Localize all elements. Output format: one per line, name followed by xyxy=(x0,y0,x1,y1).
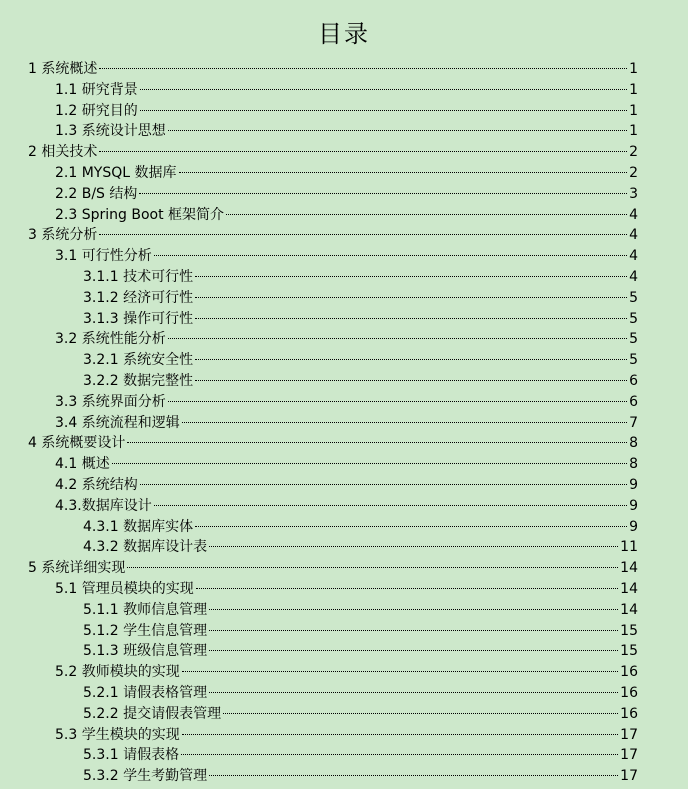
toc-entry[interactable] xyxy=(55,662,638,683)
toc-entry-label: 5.3.1 请假表格 xyxy=(83,747,180,764)
toc-entry-page-number: 1 xyxy=(629,123,638,140)
toc-entry[interactable] xyxy=(55,163,638,184)
toc-dot-leader xyxy=(182,670,618,672)
toc-entry-page-number: 15 xyxy=(620,622,638,639)
toc-entry-label: 4.3.1 数据库实体 xyxy=(83,518,194,535)
toc-entry-label: 5.1.2 学生信息管理 xyxy=(83,622,208,639)
toc-entry-page-number: 17 xyxy=(620,768,638,785)
toc-entry-page-number: 1 xyxy=(629,102,638,119)
toc-entry-label: 5 系统详细实现 xyxy=(28,560,126,577)
toc-dot-leader xyxy=(196,587,618,589)
toc-dot-leader xyxy=(127,441,627,443)
toc-entry-label: 4.1 概述 xyxy=(55,456,110,473)
toc-entry[interactable] xyxy=(55,475,638,496)
toc-entry-label: 3.1 可行性分析 xyxy=(55,248,152,265)
toc-entry-page-number: 9 xyxy=(629,497,638,514)
toc-dot-leader xyxy=(99,67,627,69)
toc-entry-label: 5.3.2 学生考勤管理 xyxy=(83,768,208,785)
page-title: 目录 xyxy=(318,20,370,48)
toc-dot-leader xyxy=(127,566,618,568)
toc-dot-leader xyxy=(195,525,627,527)
toc-entry[interactable] xyxy=(83,704,638,725)
toc-entry-page-number: 6 xyxy=(629,373,638,389)
toc-dot-leader xyxy=(209,649,618,651)
toc-entry-page-number: 11 xyxy=(620,539,638,556)
toc-entry[interactable] xyxy=(55,454,638,475)
toc-entry-label: 3.2.1 系统安全性 xyxy=(83,352,194,369)
toc-dot-leader xyxy=(182,733,618,735)
toc-entry-page-number: 15 xyxy=(620,643,638,660)
toc-entry[interactable] xyxy=(83,683,638,704)
toc-dot-leader xyxy=(140,109,627,111)
toc-entry[interactable] xyxy=(55,413,638,434)
toc-entry-page-number: 4 xyxy=(629,206,638,223)
toc-entry[interactable] xyxy=(83,766,638,787)
toc-entry-page-number: 16 xyxy=(620,685,638,701)
toc-entry[interactable] xyxy=(83,288,638,309)
toc-dot-leader xyxy=(140,88,627,90)
toc-dot-leader xyxy=(195,317,627,319)
toc-entry[interactable] xyxy=(83,641,638,662)
toc-entry-label: 2.1 MYSQL 数据库 xyxy=(55,165,177,181)
toc-entry-label: 3.2 系统性能分析 xyxy=(55,331,166,348)
toc-dot-leader xyxy=(154,504,627,506)
toc-entry-page-number: 4 xyxy=(629,227,638,244)
toc-entry[interactable] xyxy=(55,329,638,350)
toc-entry-page-number: 5 xyxy=(629,352,638,369)
toc-entry-page-number: 4 xyxy=(629,248,638,265)
toc-dot-leader xyxy=(223,712,618,714)
toc-entry-page-number: 2 xyxy=(629,165,638,181)
toc-dot-leader xyxy=(99,233,627,235)
toc-dot-leader xyxy=(112,462,627,464)
toc-entry-page-number: 4 xyxy=(629,269,638,285)
toc-entry-label: 2 相关技术 xyxy=(28,144,98,161)
toc-entry[interactable] xyxy=(55,121,638,142)
toc-entry-label: 5.2.2 提交请假表管理 xyxy=(83,705,222,722)
toc-dot-leader xyxy=(168,337,627,339)
toc-entry-label: 2.2 B/S 结构 xyxy=(55,185,138,202)
toc-entry-label: 4 系统概要设计 xyxy=(28,435,126,452)
toc-entry-label: 5.2.1 请假表格管理 xyxy=(83,685,208,701)
toc-entry[interactable] xyxy=(55,496,638,517)
toc-dot-leader xyxy=(195,275,627,277)
toc-entry-page-number: 16 xyxy=(620,664,638,681)
toc-entry-label: 5.3 学生模块的实现 xyxy=(55,726,180,743)
toc-entry[interactable] xyxy=(83,267,638,288)
toc-entry-label: 4.3.2 数据库设计表 xyxy=(83,539,208,556)
toc-entry-label: 1 系统概述 xyxy=(28,61,98,77)
toc-entry-label: 2.3 Spring Boot 框架简介 xyxy=(55,206,225,223)
toc-dot-leader xyxy=(140,483,627,485)
toc-entry-page-number: 5 xyxy=(629,310,638,327)
toc-entry[interactable] xyxy=(83,517,638,538)
toc-dot-leader xyxy=(168,129,627,131)
toc-dot-leader xyxy=(226,213,627,215)
toc-dot-leader xyxy=(209,774,618,776)
toc-entry-page-number: 6 xyxy=(629,393,638,410)
toc-entry-label: 1.2 研究目的 xyxy=(55,102,138,119)
toc-entry-page-number: 16 xyxy=(620,705,638,722)
toc-entry[interactable] xyxy=(28,433,638,454)
toc-entry-label: 4.3.数据库设计 xyxy=(55,497,152,514)
toc-dot-leader xyxy=(209,629,618,631)
toc-dot-leader xyxy=(179,171,628,173)
toc-entry-page-number: 7 xyxy=(629,414,638,431)
toc-entry[interactable] xyxy=(55,184,638,205)
toc-entry[interactable] xyxy=(55,579,638,600)
toc-entry[interactable] xyxy=(55,725,638,746)
toc-entry-page-number: 14 xyxy=(620,601,638,618)
toc-entry-page-number: 9 xyxy=(629,477,638,493)
toc-entry-page-number: 14 xyxy=(620,560,638,577)
toc-entry[interactable] xyxy=(83,350,638,371)
toc-entry-page-number: 8 xyxy=(629,435,638,452)
toc-entry[interactable] xyxy=(83,600,638,621)
toc-entry-label: 5.1 管理员模块的实现 xyxy=(55,581,194,597)
toc-entry-page-number: 1 xyxy=(629,61,638,77)
toc-entry-page-number: 17 xyxy=(620,747,638,764)
toc-entry[interactable] xyxy=(83,371,638,392)
toc-entry-page-number: 2 xyxy=(629,144,638,161)
toc-entry-label: 1.1 研究背景 xyxy=(55,81,138,98)
toc-dot-leader xyxy=(209,545,618,547)
toc-entry[interactable] xyxy=(55,205,638,226)
toc-entry-label: 3.1.3 操作可行性 xyxy=(83,310,194,327)
toc-entry-label: 3.3 系统界面分析 xyxy=(55,393,166,410)
toc-entry-page-number: 17 xyxy=(620,726,638,743)
toc-entry-label: 1.3 系统设计思想 xyxy=(55,123,166,140)
toc-entry[interactable] xyxy=(83,537,638,558)
toc-dot-leader xyxy=(195,358,627,360)
toc-entry-page-number: 8 xyxy=(629,456,638,473)
toc-dot-leader xyxy=(182,421,627,423)
toc-dot-leader xyxy=(209,691,618,693)
toc-entry-label: 5.1.3 班级信息管理 xyxy=(83,643,208,660)
toc-entry-label: 4.2 系统结构 xyxy=(55,477,138,493)
toc-dot-leader xyxy=(181,753,618,755)
toc-entry-page-number: 3 xyxy=(629,185,638,202)
toc-entry[interactable] xyxy=(55,246,638,267)
toc-dot-leader xyxy=(195,296,627,298)
toc-entry-page-number: 5 xyxy=(629,289,638,306)
toc-entry-label: 3 系统分析 xyxy=(28,227,98,244)
toc-entry[interactable] xyxy=(28,59,638,80)
toc-dot-leader xyxy=(139,192,627,194)
toc-entry[interactable] xyxy=(28,142,638,163)
toc-entry-label: 3.2.2 数据完整性 xyxy=(83,373,194,389)
toc-entry[interactable] xyxy=(83,309,638,330)
toc-entry-page-number: 1 xyxy=(629,81,638,98)
toc-entry-page-number: 14 xyxy=(620,581,638,597)
toc-entry-label: 3.4 系统流程和逻辑 xyxy=(55,414,180,431)
toc-entry[interactable] xyxy=(83,621,638,642)
toc-entry[interactable] xyxy=(28,225,638,246)
toc-dot-leader xyxy=(168,400,627,402)
toc-entry[interactable] xyxy=(28,558,638,579)
toc-entry-label: 5.1.1 教师信息管理 xyxy=(83,601,208,618)
toc-entry[interactable] xyxy=(55,392,638,413)
toc-entry-label: 3.1.2 经济可行性 xyxy=(83,289,194,306)
toc-entry[interactable] xyxy=(55,101,638,122)
toc-entry[interactable] xyxy=(55,80,638,101)
toc-entry-page-number: 5 xyxy=(629,331,638,348)
toc-dot-leader xyxy=(99,150,627,152)
toc-dot-leader xyxy=(154,254,627,256)
toc-entry-label: 5.2 教师模块的实现 xyxy=(55,664,180,681)
toc-entry[interactable] xyxy=(83,745,638,766)
toc-dot-leader xyxy=(195,379,627,381)
toc-dot-leader xyxy=(209,608,618,610)
toc-entry-page-number: 9 xyxy=(629,518,638,535)
toc-entry-label: 3.1.1 技术可行性 xyxy=(83,269,194,285)
